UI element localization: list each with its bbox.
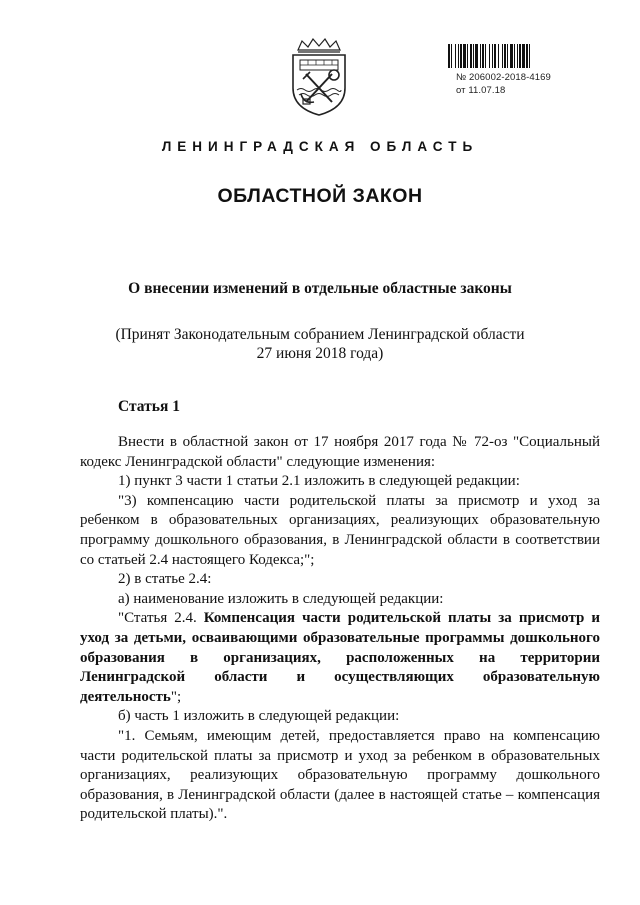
barcode-icon [448, 44, 586, 68]
adoption-note-line: (Принят Законодательным собранием Ленинградской области [115, 326, 525, 343]
paragraph: "1. Семьям, имеющим детей, предоставляется право на компенсацию части родительской платы за присмотр и уход за ребенком в образовательных организациях, реализующих образовательную программу дошкольного образования, в Ленинградской области (далее в настоящей статье – компенсация родительской платы).". [80, 727, 600, 823]
document-type-heading: ОБЛАСТНОЙ ЗАКОН [217, 185, 423, 207]
paragraph: Внести в областной закон от 17 ноября 2017 года № 72-оз "Социальный кодекс Ленинградской области" следующие изменения: [80, 434, 600, 470]
registration-number: № 206002-2018-4169 [456, 72, 551, 83]
paragraph: "3) компенсацию части родительской платы за присмотр и уход за ребенком в образовательных организациях, реализующих образовательную программу дошкольного образования, в Ленинградской области в соответствии со статьей 2.4 настоящего Кодекса;"; [80, 492, 600, 568]
paragraph [80, 609, 600, 707]
article-body [80, 433, 600, 825]
region-heading: ЛЕНИНГРАДСКАЯ ОБЛАСТЬ [161, 139, 479, 154]
paragraph-text: "; [170, 688, 182, 705]
paragraph: б) часть 1 изложить в следующей редакции: [118, 708, 400, 725]
adoption-note [0, 325, 640, 363]
registration-date: от 11.07.18 [456, 85, 506, 96]
paragraph: 1) пункт 3 части 1 статьи 2.1 изложить в следующей редакции: [118, 473, 520, 490]
paragraph: а) наименование изложить в следующей редакции: [118, 590, 444, 607]
coat-of-arms-icon [286, 38, 352, 116]
paragraph-text: "Статья 2.4. [118, 610, 197, 627]
article-name-bold: Компенсация части родительской платы за присмотр и уход за детьми, осваивающими образовательные программы дошкольного образования в организациях, расположенных на территории Ленинградской области и осуществляющих образовательную деятельность [80, 610, 601, 705]
article-heading: Статья 1 [118, 398, 180, 415]
adoption-note-line: 27 июня 2018 года) [256, 345, 384, 362]
law-title: О внесении изменений в отдельные областные законы [128, 280, 512, 297]
paragraph: 2) в статье 2.4: [118, 571, 212, 588]
